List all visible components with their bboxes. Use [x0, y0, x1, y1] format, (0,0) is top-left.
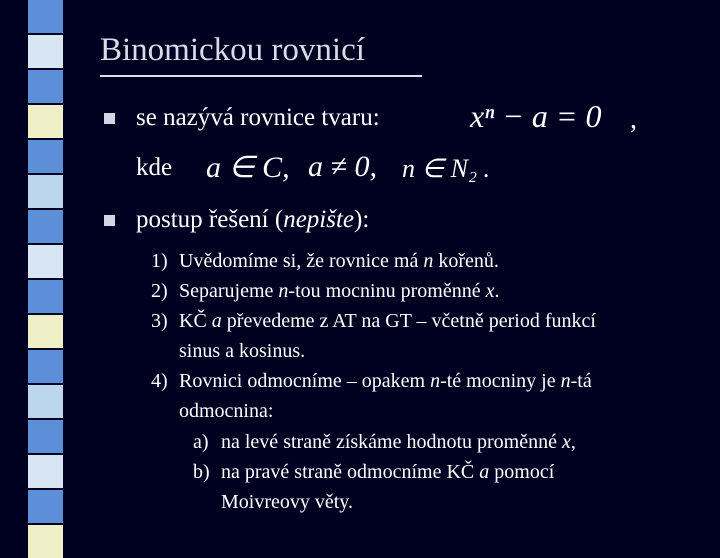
page-title: Binomickou rovnicí	[100, 32, 365, 68]
substep-text	[221, 461, 554, 484]
step-text-part: -tou mocninu proměnné	[288, 280, 486, 302]
step-text-part: kořenů.	[433, 250, 499, 272]
bullet2-text-a: postup řešení (	[136, 206, 284, 233]
substep-text	[221, 431, 576, 454]
substep-text-part: na pravé straně odmocníme KČ	[221, 461, 480, 483]
substep-text-continuation: Moivreovy věty.	[221, 491, 354, 513]
step-number: 1)	[151, 250, 168, 272]
step-text-part: Rovnici odmocníme – opakem	[179, 370, 431, 392]
equation-text: xⁿ − a = 0	[470, 98, 602, 134]
step-text-part: .	[494, 280, 500, 302]
step-text-part: -tá	[570, 370, 592, 392]
step-text-var: n	[278, 280, 289, 302]
step-text	[179, 370, 592, 393]
step-text-part: převedeme z AT na GT – včetně period funkcí	[221, 310, 596, 332]
step-text-part: Separujeme	[179, 280, 279, 302]
step-text-var: x	[485, 280, 495, 302]
step-number: 4)	[151, 370, 168, 392]
bullet2-text-b: ):	[354, 206, 370, 233]
substep-text-part: na levé straně získáme hodnotu proměnné	[221, 431, 562, 453]
step-number: 3)	[151, 310, 168, 332]
step-text-var: n	[423, 250, 434, 272]
bullet2-text-em: nepište	[283, 206, 355, 233]
equation-comma: ,	[630, 104, 637, 135]
step-text-var: n	[430, 370, 441, 392]
kde-label: kde	[136, 154, 173, 181]
step-text-var: a	[211, 310, 222, 332]
substep-text-part: ,	[570, 431, 576, 453]
substep-text-var: a	[479, 461, 490, 483]
step-text-part: -té mocniny je	[440, 370, 561, 392]
step-text-var: n	[560, 370, 571, 392]
substep-letter: b)	[193, 461, 210, 483]
substep-letter: a)	[193, 431, 209, 453]
condition-a-nonzero: a ≠ 0,	[308, 150, 377, 183]
step-text	[179, 310, 596, 333]
step-text-continuation: sinus a kosinus.	[179, 340, 306, 362]
step-text	[179, 250, 499, 273]
condition-a-in-c: a ∈ C,	[206, 151, 290, 184]
step-text-part: KČ	[179, 310, 212, 332]
step-number: 2)	[151, 280, 168, 302]
condition-n-in-n2: n ∈ N₂ .	[402, 154, 491, 183]
substep-text-var: x	[562, 431, 571, 453]
substep-text-part: pomocí	[489, 461, 555, 483]
step-text	[179, 280, 499, 303]
step-text-continuation: odmocnina:	[179, 400, 274, 422]
bullet1-text: se nazývá rovnice tvaru:	[136, 104, 380, 131]
step-text-part: Uvědomíme si, že rovnice má	[179, 250, 424, 272]
